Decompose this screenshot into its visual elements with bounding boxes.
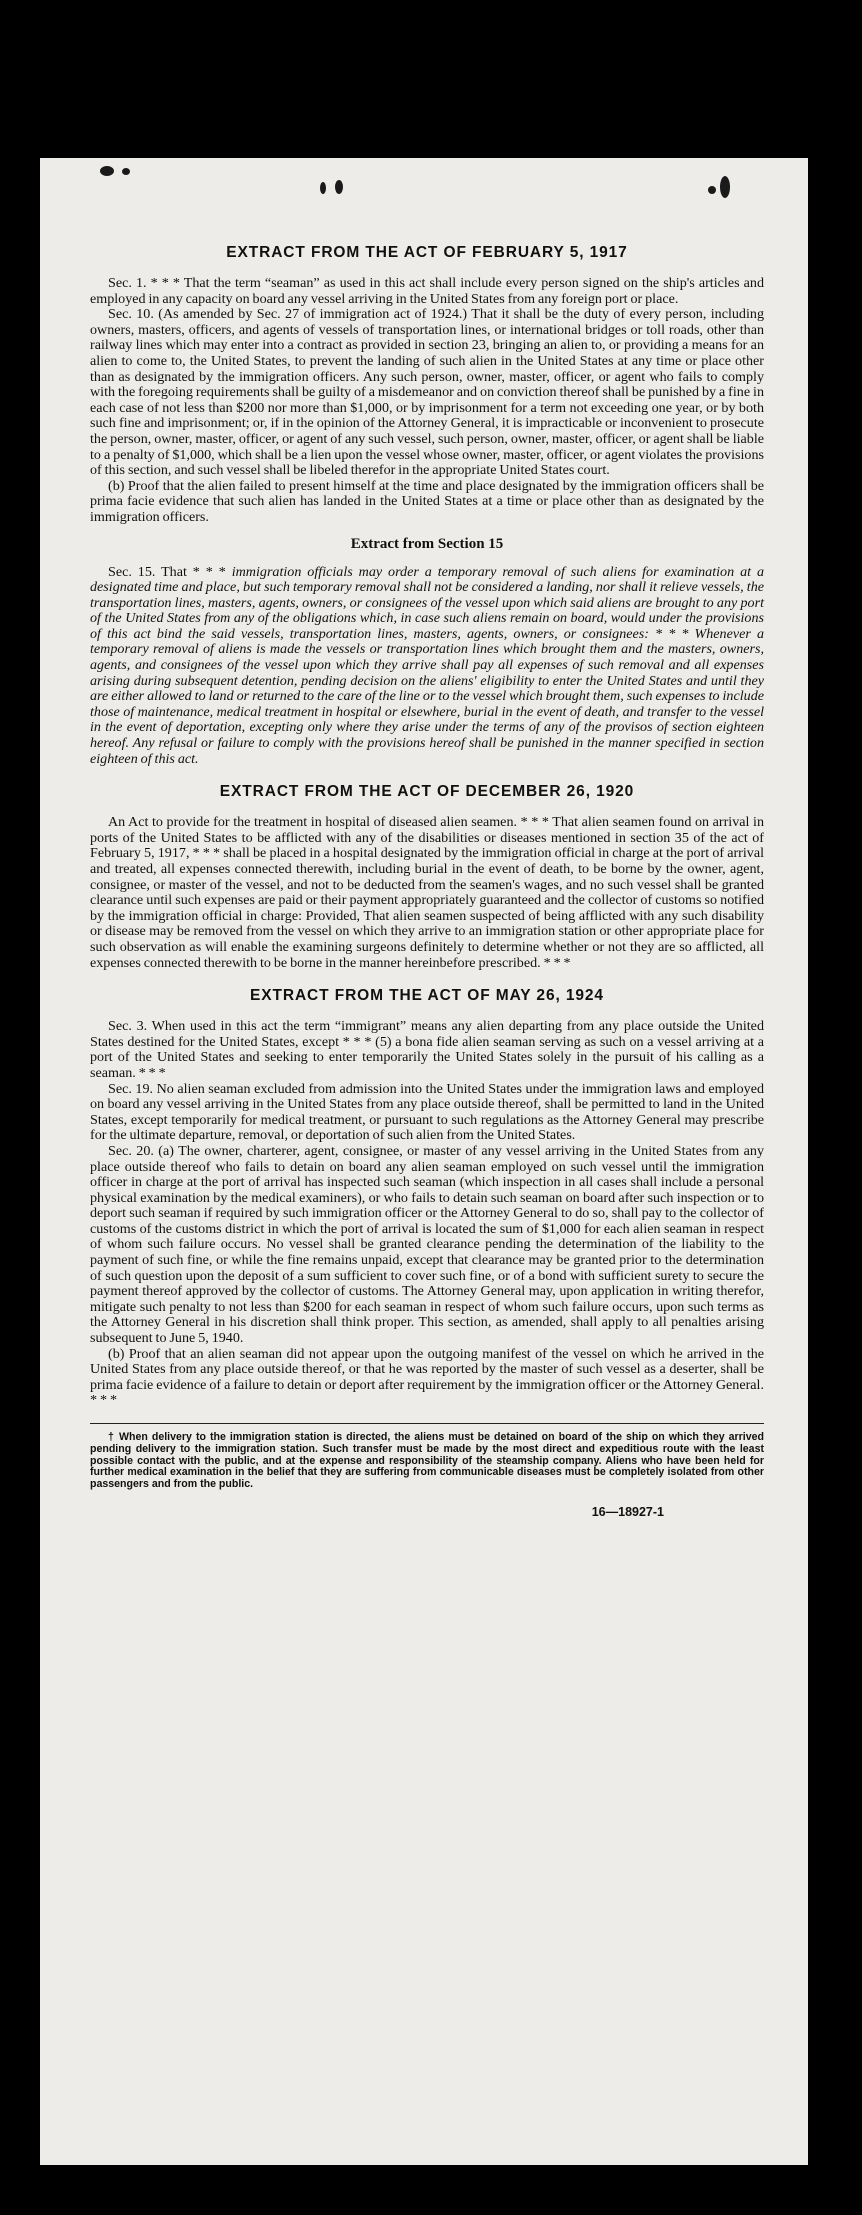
paragraph-sec-19: Sec. 19. No alien seaman excluded from admission into the United States under the immigration laws and employed on board any vessel arriving in the United States from any place outside thereof, shall be permitted to land in the United States, except temporarily for medical treatment, or pursuant to such regulations as the Attorney General may prescribe for the ultimate departure, removal, or deportation of such alien from the United States. [90,1080,764,1144]
heading-act-1924: EXTRACT FROM THE ACT OF MAY 26, 1924 [250,987,604,1005]
paragraph-sec-10: Sec. 10. (As amended by Sec. 27 of immigration act of 1924.) That it shall be the duty of every person, including owners, masters, officers, and agents of vessels of transportation lines, or international bridges or toll roads, other than railway lines which may enter into a contract as provided in section 23, bringing an alien to, or providing a means for an alien to come to, the United States, to prevent the landing of such alien in the United States at any time or place other than as designated by the immigration officers. Any such person, owner, master, officer, or agent who fails to comply with the foregoing requirements shall be guilty of a misdemeanor and on conviction thereof shall be punished by a fine in each case of not less than $200 nor more than $1,000, or by imprisonment for a term not exceeding one year, or by both such fine and imprisonment; or, if in the opinion of the Attorney General, it is impracticable or inconvenient to prosecute the person, owner, master, officer, or agent of any such vessel, such person, owner, master, officer, or agent shall be liable to a penalty of $1,000, which shall be a lien upon the vessel whose owner, master, officer, or agent violates the provisions of this section, and such vessel shall be libeled therefor in the appropriate United States court. [90,306,764,479]
sec-15-text: immigration officials may order a temporary removal of such aliens for examination at a designated time and place, but such temporary removal shall not be considered a landing, nor shall it relieve vessels, the transportation lines, masters, agents, owners, or consignees of the vessel upon which said aliens are brought to any port of the United States from any of the obligations which, in case such aliens remain on board, would under the provisions of this act bind the said vessels, transportation lines, masters, agents, owners, or consignees: * * * Whenever a temporary removal of aliens is made the vessels or transportation lines which brought them and the masters, owners, agents, and consignees of the vessel upon which they arrive shall pay all expenses of such removal and all expenses arising during subsequent detention, pending decision on the aliens' eligibility to enter the United States and until they are either allowed to land or returned to the care of the line or to the vessel which brought them, such expenses to include those of maintenance, medical treatment in hospital or elsewhere, burial in the event of death, and transfer to the vessel in the event of deportation, excepting only where they arise under the terms of any of the provisos of section eighteen hereof. Any refusal or failure to comply with the provisions hereof shall be punished in the manner specified in section eighteen of this act. [90,563,764,767]
scan-mark [122,168,130,175]
footnote-divider [90,1423,764,1424]
scan-mark [320,182,326,194]
scan-mark [720,176,730,198]
paragraph-sec-20-b: (b) Proof that an alien seaman did not appear upon the outgoing manifest of the vessel on which he arrived in the United States from any place outside thereof, or that he was reported by the master of such vessel as a deserter, shall be prima facie evidence of a failure to detain or deport after requirement by the immigration officer or the Attorney General. * * * [90,1345,764,1409]
scan-mark [708,186,716,194]
document-page [40,158,808,2165]
paragraph-sec-3: Sec. 3. When used in this act the term “immigrant” means any alien departing from any place outside the United States destined for the United States, except * * * (5) a bona fide alien seaman serving as such on a vessel arriving at a port of the United States and seeking to enter temporarily the United States solely in the pursuit of his calling as a seaman. * * * [90,1018,764,1081]
paragraph-sec-10-b: (b) Proof that the alien failed to present himself at the time and place designated by the immigration officers shall be prima facie evidence that such alien has landed in the United States at a time or place other than as designated by the immigration officers. [90,477,764,525]
heading-section-15: Extract from Section 15 [350,535,504,552]
paragraph-sec-20-a: Sec. 20. (a) The owner, charterer, agent, consignee, or master of any vessel arriving in the United States from any place outside thereof who fails to detain on board any alien seaman employed on such vessel until the immigration officer in charge at the port of arrival has inspected such seaman (which inspection in all cases shall include a personal physical examination by the medical examiners), or who fails to detain such seaman on board after such inspection or to deport such seaman if required by such immigration officer or the Attorney General to do so, shall pay to the collector of customs of the customs district in which the port of arrival is located the sum of $1,000 for each alien seaman in respect of whom such failure occurs. No vessel shall be granted clearance pending the determination of the liability to the payment of such fine, or while the fine remains unpaid, except that clearance may be granted prior to the determination of such question upon the deposit of a sum sufficient to cover such fine, or of a bond with sufficient surety to secure the payment thereof approved by the collector of customs. The Attorney General may, upon application in writing therefor, mitigate such penalty to not less than $200 for each seaman in respect of whom such failure occurs, upon such terms as the Attorney General in his discretion shall think proper. This section, as amended, shall apply to all penalties arising subsequent to June 5, 1940. [90,1142,764,1347]
footnote: † When delivery to the immigration station is directed, the aliens must be detained on board of the ship on which they arrived pending delivery to the immigration station. Such transfer must be made by the most direct and expeditious route with the least possible contact with the public, and at the expense and responsibility of the steamship company. Aliens who have been held for further medical examination in the belief that they are suffering from communicable diseases must be completely isolated from other passengers and from the public. [90,1431,764,1491]
heading-act-1920: EXTRACT FROM THE ACT OF DECEMBER 26, 1920 [219,783,635,801]
scan-mark [335,180,343,194]
scan-mark [100,166,114,176]
paragraph-sec-15 [90,565,764,768]
paragraph-sec-1: Sec. 1. * * * That the term “seaman” as used in this act shall include every person signed on the ship's articles and employed in any capacity on board any vessel arriving in the United States from any foreign port or place. [90,275,764,307]
paragraph-act-1920: An Act to provide for the treatment in hospital of diseased alien seamen. * * * That alien seamen found on arrival in ports of the United States to be afflicted with any of the disabilities or diseases mentioned in section 35 of the act of February 5, 1917, * * * shall be placed in a hospital designated by the immigration official in charge at the port of arrival and treated, all expenses connected therewith, including burial in the event of death, to be borne by the owner, agent, consignee, or master of the vessel, and not to be deducted from the seamen's wages, and no such vessel shall be granted clearance until such expenses are paid or their payment appropriately guaranteed and the collector of customs so notified by the immigration official in charge: Provided, That alien seamen suspected of being afflicted with any such disability or disease may be removed from the vessel on which they arrive to an immigration station or other appropriate place for such observation as will enable the examining surgeons definitely to determine whether or not they are so afflicted, all expenses connected therewith to be borne in the manner hereinbefore prescribed. * * * [90,814,764,971]
sec-15-lead: Sec. 15. That * * * [108,563,232,580]
heading-act-1917: EXTRACT FROM THE ACT OF FEBRUARY 5, 1917 [226,244,628,261]
form-code: 16—18927-1 [591,1504,664,1519]
